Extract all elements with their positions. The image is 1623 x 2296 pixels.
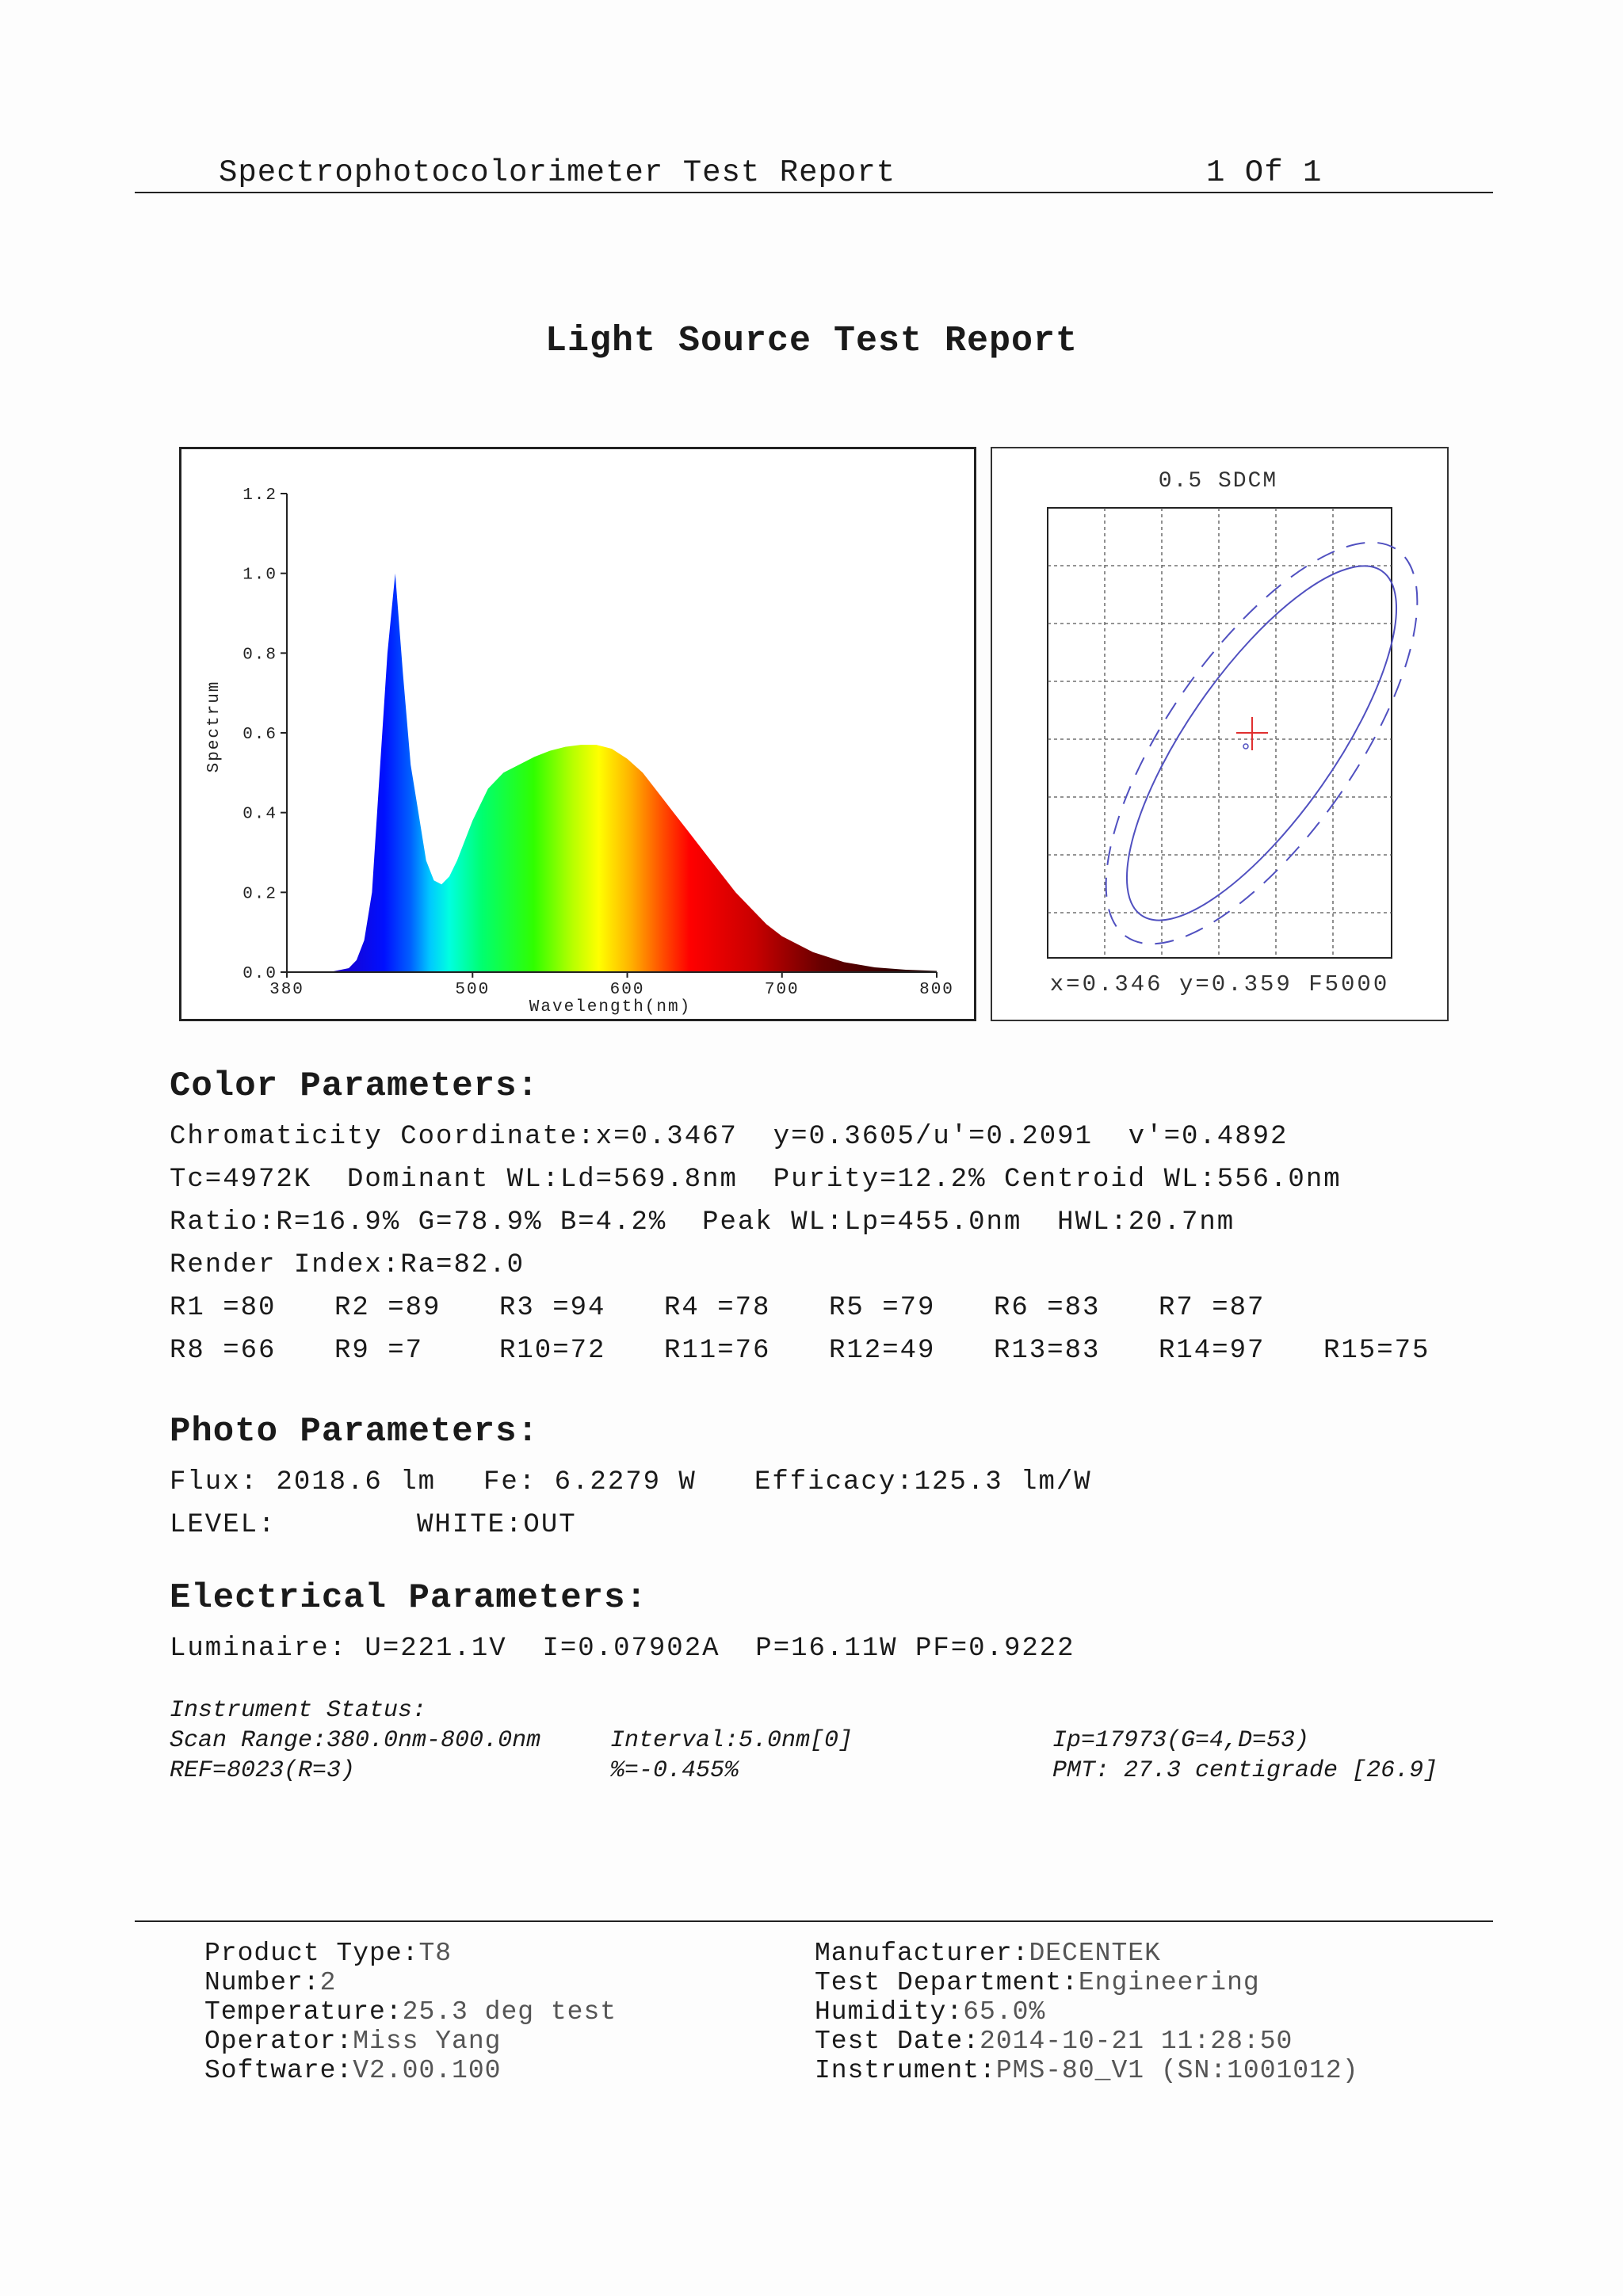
- manufacturer-label: Manufacturer:: [815, 1939, 1029, 1968]
- r-value-r8: R8 =66: [170, 1336, 277, 1366]
- electrical-params-heading: Electrical Parameters:: [170, 1578, 647, 1618]
- spectrum-chart-panel: [179, 447, 976, 1021]
- r-value-r11: R11=76: [664, 1336, 771, 1366]
- sdcm-grid: [1048, 508, 1392, 958]
- number-label: Number:: [204, 1968, 320, 1997]
- test-date-label: Test Date:: [815, 2027, 980, 2056]
- efficacy-value: Efficacy:125.3 lm/W: [754, 1467, 1092, 1497]
- pmt-value: PMT: 27.3 centigrade [26.9]: [1052, 1757, 1438, 1784]
- sdcm-chart: [992, 448, 1447, 1020]
- r-value-r10: R10=72: [499, 1336, 606, 1366]
- photo-params-heading: Photo Parameters:: [170, 1412, 539, 1451]
- product-type-row: [204, 1939, 452, 1968]
- r-value-r12: R12=49: [829, 1336, 936, 1366]
- r-value-r4: R4 =78: [664, 1293, 771, 1323]
- r-value-r14: R14=97: [1159, 1336, 1266, 1366]
- ratio-line: Ratio:R=16.9% G=78.9% B=4.2% Peak WL:Lp=455.0nm HWL:20.7nm: [170, 1207, 1235, 1238]
- render-index-line: Render Index:Ra=82.0: [170, 1250, 525, 1280]
- page-number: 1 Of 1: [1206, 155, 1323, 190]
- sdcm-panel: [991, 447, 1449, 1021]
- software-label: Software:: [204, 2056, 353, 2085]
- spectrum-x-label: Wavelength(nm): [529, 998, 692, 1016]
- department-label: Test Department:: [815, 1968, 1079, 1997]
- product-type-value: T8: [418, 1939, 453, 1968]
- header-rule: [135, 192, 1493, 193]
- number-value: 2: [319, 1968, 337, 1997]
- sdcm-coordinates: x=0.346 y=0.359 F5000: [1049, 971, 1390, 997]
- level-label: LEVEL:: [170, 1510, 277, 1540]
- report-header-title: Spectrophotocolorimeter Test Report: [219, 155, 896, 190]
- department-value: Engineering: [1078, 1968, 1260, 1997]
- r-value-r3: R3 =94: [499, 1293, 606, 1323]
- r-value-r13: R13=83: [994, 1336, 1101, 1366]
- r-value-r5: R5 =79: [829, 1293, 936, 1323]
- flux-value: Flux: 2018.6 lm: [170, 1467, 437, 1497]
- y-tick-label: 0.2: [242, 885, 277, 904]
- software-value: V2.00.100: [353, 2056, 502, 2085]
- sdcm-title: 0.5 SDCM: [1158, 469, 1278, 494]
- r-value-r1: R1 =80: [170, 1293, 277, 1323]
- x-tick-label: 600: [609, 981, 645, 999]
- instrument-value: PMS-80_V1 (SN:1001012): [995, 2056, 1359, 2085]
- manufacturer-row: [815, 1939, 1161, 1968]
- manufacturer-value: DECENTEK: [1029, 1939, 1161, 1968]
- number-row: [204, 1968, 336, 1997]
- sdcm-measured-point: [1243, 744, 1248, 749]
- spectrum-area: [287, 574, 937, 972]
- scan-range: Scan Range:380.0nm-800.0nm: [170, 1727, 541, 1754]
- sdcm-outer-ellipse: [1049, 496, 1447, 990]
- color-params-heading: Color Parameters:: [170, 1066, 539, 1106]
- instrument-label: Instrument:: [815, 2056, 996, 2085]
- sdcm-plot-frame: [1048, 508, 1392, 958]
- footer-rule: [135, 1920, 1493, 1922]
- humidity-value: 65.0%: [963, 1997, 1046, 2027]
- x-tick-label: 380: [269, 981, 304, 999]
- temperature-label: Temperature:: [204, 1997, 403, 2027]
- operator-row: [204, 2027, 501, 2056]
- y-tick-label: 0.6: [242, 726, 277, 744]
- temperature-row: [204, 1997, 617, 2027]
- temperature-value: 25.3 deg test: [402, 1997, 617, 2027]
- instrument-status-title: Instrument Status:: [170, 1697, 427, 1724]
- y-tick-label: 1.2: [242, 486, 277, 505]
- y-tick-label: 0.8: [242, 646, 277, 665]
- test-date-row: [815, 2027, 1293, 2056]
- x-tick-label: 800: [919, 981, 954, 999]
- operator-label: Operator:: [204, 2027, 353, 2056]
- product-type-label: Product Type:: [204, 1939, 419, 1968]
- tc-line: Tc=4972K Dominant WL:Ld=569.8nm Purity=12.2% Centroid WL:556.0nm: [170, 1165, 1342, 1195]
- department-row: [815, 1968, 1260, 1997]
- r-value-r9: R9 =7: [334, 1336, 424, 1366]
- operator-value: Miss Yang: [353, 2027, 502, 2056]
- x-tick-label: 500: [455, 981, 491, 999]
- ip-value: Ip=17973(G=4,D=53): [1052, 1727, 1310, 1754]
- r-value-r6: R6 =83: [994, 1293, 1101, 1323]
- spectrum-y-label: Spectrum: [205, 680, 223, 773]
- level-value: WHITE:OUT: [417, 1510, 577, 1540]
- interval: Interval:5.0nm[0]: [610, 1727, 854, 1754]
- ref-value: REF=8023(R=3): [170, 1757, 356, 1784]
- humidity-row: [815, 1997, 1045, 2027]
- y-tick-label: 1.0: [242, 566, 277, 585]
- x-tick-label: 700: [764, 981, 800, 999]
- r-value-r15: R15=75: [1323, 1336, 1430, 1366]
- y-tick-label: 0.0: [242, 965, 277, 983]
- r-value-r2: R2 =89: [334, 1293, 441, 1323]
- software-row: [204, 2056, 501, 2085]
- instrument-row: [815, 2056, 1359, 2085]
- luminaire-line: Luminaire: U=221.1V I=0.07902A P=16.11W PF=0.9222: [170, 1634, 1075, 1664]
- test-date-value: 2014-10-21 11:28:50: [980, 2027, 1293, 2056]
- sdcm-target-cross-icon: [1236, 717, 1268, 750]
- percent-value: %=-0.455%: [610, 1757, 739, 1784]
- y-tick-label: 0.4: [242, 805, 277, 824]
- spectrum-chart: [181, 449, 974, 1019]
- sdcm-inner-ellipse: [1081, 529, 1442, 958]
- humidity-label: Humidity:: [815, 1997, 964, 2027]
- report-title: Light Source Test Report: [544, 321, 1079, 361]
- chromaticity-line: Chromaticity Coordinate:x=0.3467 y=0.3605/u'=0.2091 v'=0.4892: [170, 1122, 1289, 1152]
- r-value-r7: R7 =87: [1159, 1293, 1266, 1323]
- fe-value: Fe: 6.2279 W: [483, 1467, 697, 1497]
